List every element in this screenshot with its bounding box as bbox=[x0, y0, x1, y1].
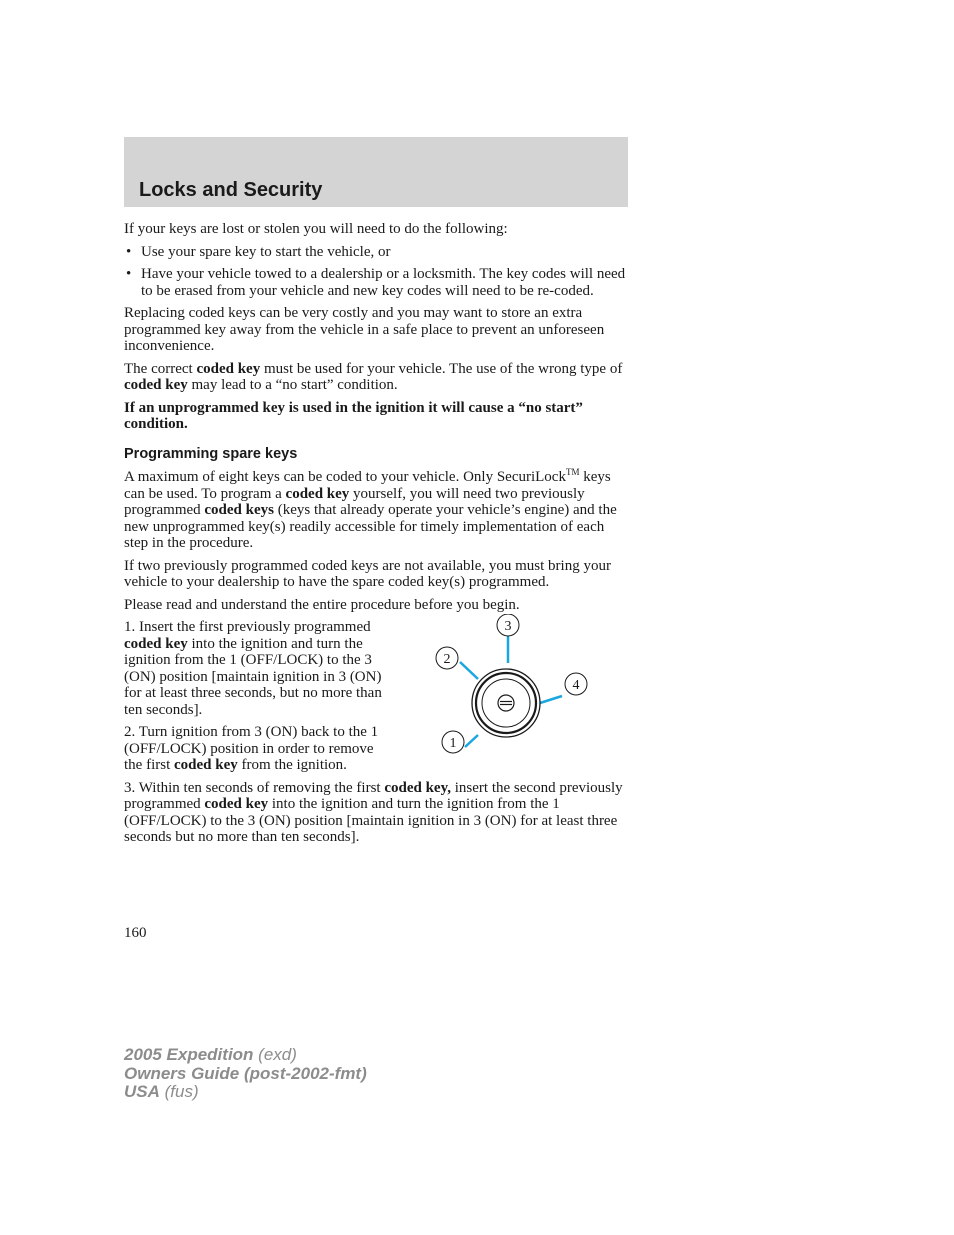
document-footer bbox=[124, 1046, 367, 1102]
replacing-paragraph: Replacing coded keys can be very costly and you may want to store an extra programmed key away from the vehicle in a safe place to prevent an unforeseen inconvenience. bbox=[124, 305, 605, 354]
text-run: must be used for your vehicle. The use of the wrong type of bbox=[260, 360, 623, 377]
footer-text: Owners Guide (post-2002-fmt) bbox=[124, 1063, 367, 1083]
step-3 bbox=[124, 780, 630, 846]
text-run: into the ignition and turn the ignition from the 1 (OFF/LOCK) to the 3 (ON) position [maintain ignition in 3 (ON) for at least three seconds, but no more than ten seconds]. bbox=[124, 635, 382, 718]
step-2 bbox=[124, 724, 382, 774]
text-run: yourself, you will need two previously programmed bbox=[124, 485, 585, 518]
section-heading: Programming spare keys bbox=[124, 445, 298, 462]
trademark-mark: TM bbox=[565, 467, 580, 477]
text-run: 3. Within ten seconds of removing the first bbox=[124, 779, 385, 796]
text-run: 1. Insert the first previously programmed bbox=[124, 619, 371, 635]
two-keys-paragraph: If two previously programmed coded keys are not available, you must bring your vehicle to your dealership to have the spare coded key(s) programmed. bbox=[124, 557, 611, 590]
warning-paragraph bbox=[124, 400, 630, 433]
position-2-label: 2 bbox=[443, 652, 451, 667]
bold-term: coded key bbox=[196, 360, 261, 377]
bold-term: coded key bbox=[174, 757, 238, 773]
text-run: from the ignition. bbox=[237, 757, 347, 773]
footer-text: USA bbox=[124, 1082, 160, 1101]
correct-key-paragraph bbox=[124, 361, 630, 394]
footer-line-2 bbox=[124, 1065, 367, 1084]
footer-line-1 bbox=[124, 1046, 367, 1065]
bold-term: coded keys bbox=[204, 502, 274, 518]
read-procedure-paragraph: Please read and understand the entire procedure before you begin. bbox=[124, 596, 520, 613]
bold-term: coded key bbox=[124, 377, 188, 393]
key-slot-circle bbox=[498, 695, 514, 711]
bold-term: coded key bbox=[285, 485, 350, 502]
bold-term: coded key, bbox=[384, 779, 452, 796]
page-title: Locks and Security bbox=[139, 179, 323, 201]
page-content bbox=[124, 221, 630, 852]
text-run: may lead to a “no start” condition. bbox=[187, 377, 398, 393]
text-run: keys can be used. To program a bbox=[124, 469, 611, 502]
footer-text: (fus) bbox=[159, 1082, 199, 1101]
footer-text: (exd) bbox=[253, 1045, 297, 1064]
position-1-label: 1 bbox=[449, 736, 457, 751]
text-run: The correct bbox=[124, 360, 197, 377]
bold-term: coded key bbox=[204, 796, 269, 812]
page-number: 160 bbox=[124, 925, 147, 941]
position-4-label: 4 bbox=[572, 678, 580, 693]
list-item: • Have your vehicle towed to a dealership or a locksmith. The key codes will need to be erased from your vehicle and new key codes will need to be re-coded. bbox=[124, 266, 630, 299]
position-4-line bbox=[540, 696, 562, 703]
position-2-line bbox=[460, 662, 478, 679]
step-1 bbox=[124, 619, 382, 718]
steps-with-diagram bbox=[124, 619, 630, 774]
warning-text: If an unprogrammed key is used in the ignition it will cause a “no start” condition. bbox=[124, 399, 583, 432]
footer-line-3 bbox=[124, 1083, 367, 1102]
intro-paragraph: If your keys are lost or stolen you will need to do the following: bbox=[124, 221, 508, 237]
position-3-label: 3 bbox=[504, 619, 512, 634]
text-run: A maximum of eight keys can be coded to your vehicle. Only SecuriLock bbox=[124, 469, 566, 485]
ignition-position-diagram bbox=[424, 614, 604, 764]
max-keys-paragraph bbox=[124, 469, 630, 552]
text-run: 2. Turn ignition from 3 (ON) back to the 1 (OFF/LOCK) position in order to remove the first bbox=[124, 724, 379, 773]
lost-key-list bbox=[124, 244, 630, 300]
text-run: insert the second previously programmed bbox=[124, 779, 623, 812]
position-1-line bbox=[465, 735, 478, 747]
footer-text: 2005 Expedition bbox=[124, 1045, 254, 1064]
section-header-band bbox=[124, 137, 628, 207]
list-item: • Use your spare key to start the vehicle, or bbox=[124, 244, 630, 261]
bold-term: coded key bbox=[124, 635, 188, 652]
text-run: into the ignition and turn the ignition from the 1 (OFF/LOCK) to the 3 (ON) position [maintain ignition in 3 (ON) for at least three seconds but no more than ten seconds]. bbox=[124, 796, 618, 845]
text-run: (keys that already operate your vehicle’s engine) and the new unprogrammed key(s) readily accessible for timely implementation of each step in the procedure. bbox=[124, 502, 617, 551]
